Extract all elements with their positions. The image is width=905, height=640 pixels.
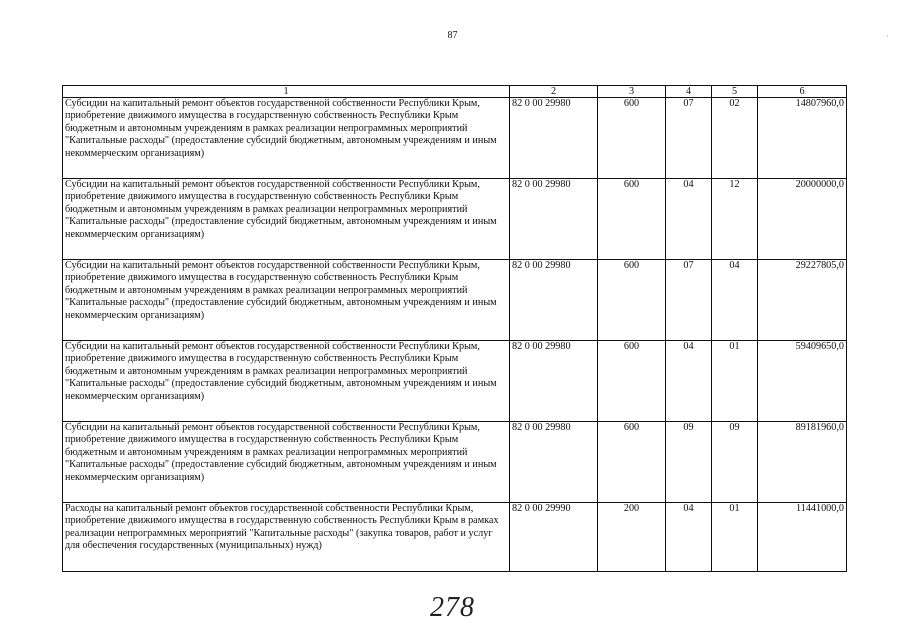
- table-row: [63, 98, 847, 179]
- header-row: [63, 86, 847, 98]
- row-amount: 29227805,0: [758, 260, 847, 341]
- row-amount: 20000000,0: [758, 179, 847, 260]
- row-subsection: 01: [712, 341, 758, 422]
- row-target-code: 82 0 00 29980: [510, 422, 598, 503]
- row-section: 04: [666, 341, 712, 422]
- table-row: [63, 422, 847, 503]
- row-subsection: 01: [712, 503, 758, 572]
- handwritten-page-number: 278: [430, 592, 475, 623]
- row-section: 09: [666, 422, 712, 503]
- row-subsection: 12: [712, 179, 758, 260]
- row-target-code: 82 0 00 29980: [510, 179, 598, 260]
- table-row: [63, 341, 847, 422]
- table-row: [63, 260, 847, 341]
- row-target-code: 82 0 00 29980: [510, 98, 598, 179]
- row-expense-type: 200: [598, 503, 666, 572]
- budget-table: [62, 85, 847, 572]
- row-target-code: 82 0 00 29990: [510, 503, 598, 572]
- header-col-6: 6: [758, 86, 847, 98]
- row-description: Расходы на капитальный ремонт объектов государственной собственности Республики Крым, приобретение движимого имущества в государственную собственность Республики Крым в рамках реализации непрограммных мероприятий "Капитальные расходы" (закупка товаров, работ и услуг для обеспечения государственных (муниципальных) нужд): [63, 503, 510, 572]
- header-col-2: 2: [510, 86, 598, 98]
- row-section: 04: [666, 503, 712, 572]
- header-col-5: 5: [712, 86, 758, 98]
- row-amount: 59409650,0: [758, 341, 847, 422]
- row-description: Субсидии на капитальный ремонт объектов государственной собственности Республики Крым, приобретение движимого имущества в государственную собственность Республики Крым бюджетным и автономным учреждениям в рамках реализации непрограммных мероприятий "Капитальные расходы" (предоставление субсидий бюджетным, автономным учреждениям и иным некоммерческим организациям): [63, 260, 510, 341]
- row-amount: 11441000,0: [758, 503, 847, 572]
- page-number: 87: [447, 30, 458, 41]
- row-section: 07: [666, 260, 712, 341]
- row-expense-type: 600: [598, 179, 666, 260]
- row-description: Субсидии на капитальный ремонт объектов государственной собственности Республики Крым, приобретение движимого имущества в государственную собственность Республики Крым бюджетным и автономным учреждениям в рамках реализации непрограммных мероприятий "Капитальные расходы" (предоставление субсидий бюджетным, автономным учреждениям и иным некоммерческим организациям): [63, 179, 510, 260]
- table-row: [63, 179, 847, 260]
- row-subsection: 09: [712, 422, 758, 503]
- row-description: Субсидии на капитальный ремонт объектов государственной собственности Республики Крым, приобретение движимого имущества в государственную собственность Республики Крым бюджетным и автономным учреждениям в рамках реализации непрограммных мероприятий "Капитальные расходы" (предоставление субсидий бюджетным, автономным учреждениям и иным некоммерческим организациям): [63, 98, 510, 179]
- table-row: [63, 503, 847, 572]
- row-section: 04: [666, 179, 712, 260]
- row-subsection: 02: [712, 98, 758, 179]
- row-description: Субсидии на капитальный ремонт объектов государственной собственности Республики Крым, приобретение движимого имущества в государственную собственность Республики Крым бюджетным и автономным учреждениям в рамках реализации непрограммных мероприятий "Капитальные расходы" (предоставление субсидий бюджетным, автономным учреждениям и иным некоммерческим организациям): [63, 422, 510, 503]
- margin-mark: ·: [886, 32, 889, 41]
- row-amount: 89181960,0: [758, 422, 847, 503]
- header-col-3: 3: [598, 86, 666, 98]
- header-col-1: 1: [63, 86, 510, 98]
- row-section: 07: [666, 98, 712, 179]
- row-description: Субсидии на капитальный ремонт объектов государственной собственности Республики Крым, приобретение движимого имущества в государственную собственность Республики Крым бюджетным и автономным учреждениям в рамках реализации непрограммных мероприятий "Капитальные расходы" (предоставление субсидий бюджетным, автономным учреждениям и иным некоммерческим организациям): [63, 341, 510, 422]
- row-target-code: 82 0 00 29980: [510, 341, 598, 422]
- row-expense-type: 600: [598, 260, 666, 341]
- header-col-4: 4: [666, 86, 712, 98]
- row-expense-type: 600: [598, 341, 666, 422]
- row-target-code: 82 0 00 29980: [510, 260, 598, 341]
- row-expense-type: 600: [598, 422, 666, 503]
- row-subsection: 04: [712, 260, 758, 341]
- row-expense-type: 600: [598, 98, 666, 179]
- row-amount: 14807960,0: [758, 98, 847, 179]
